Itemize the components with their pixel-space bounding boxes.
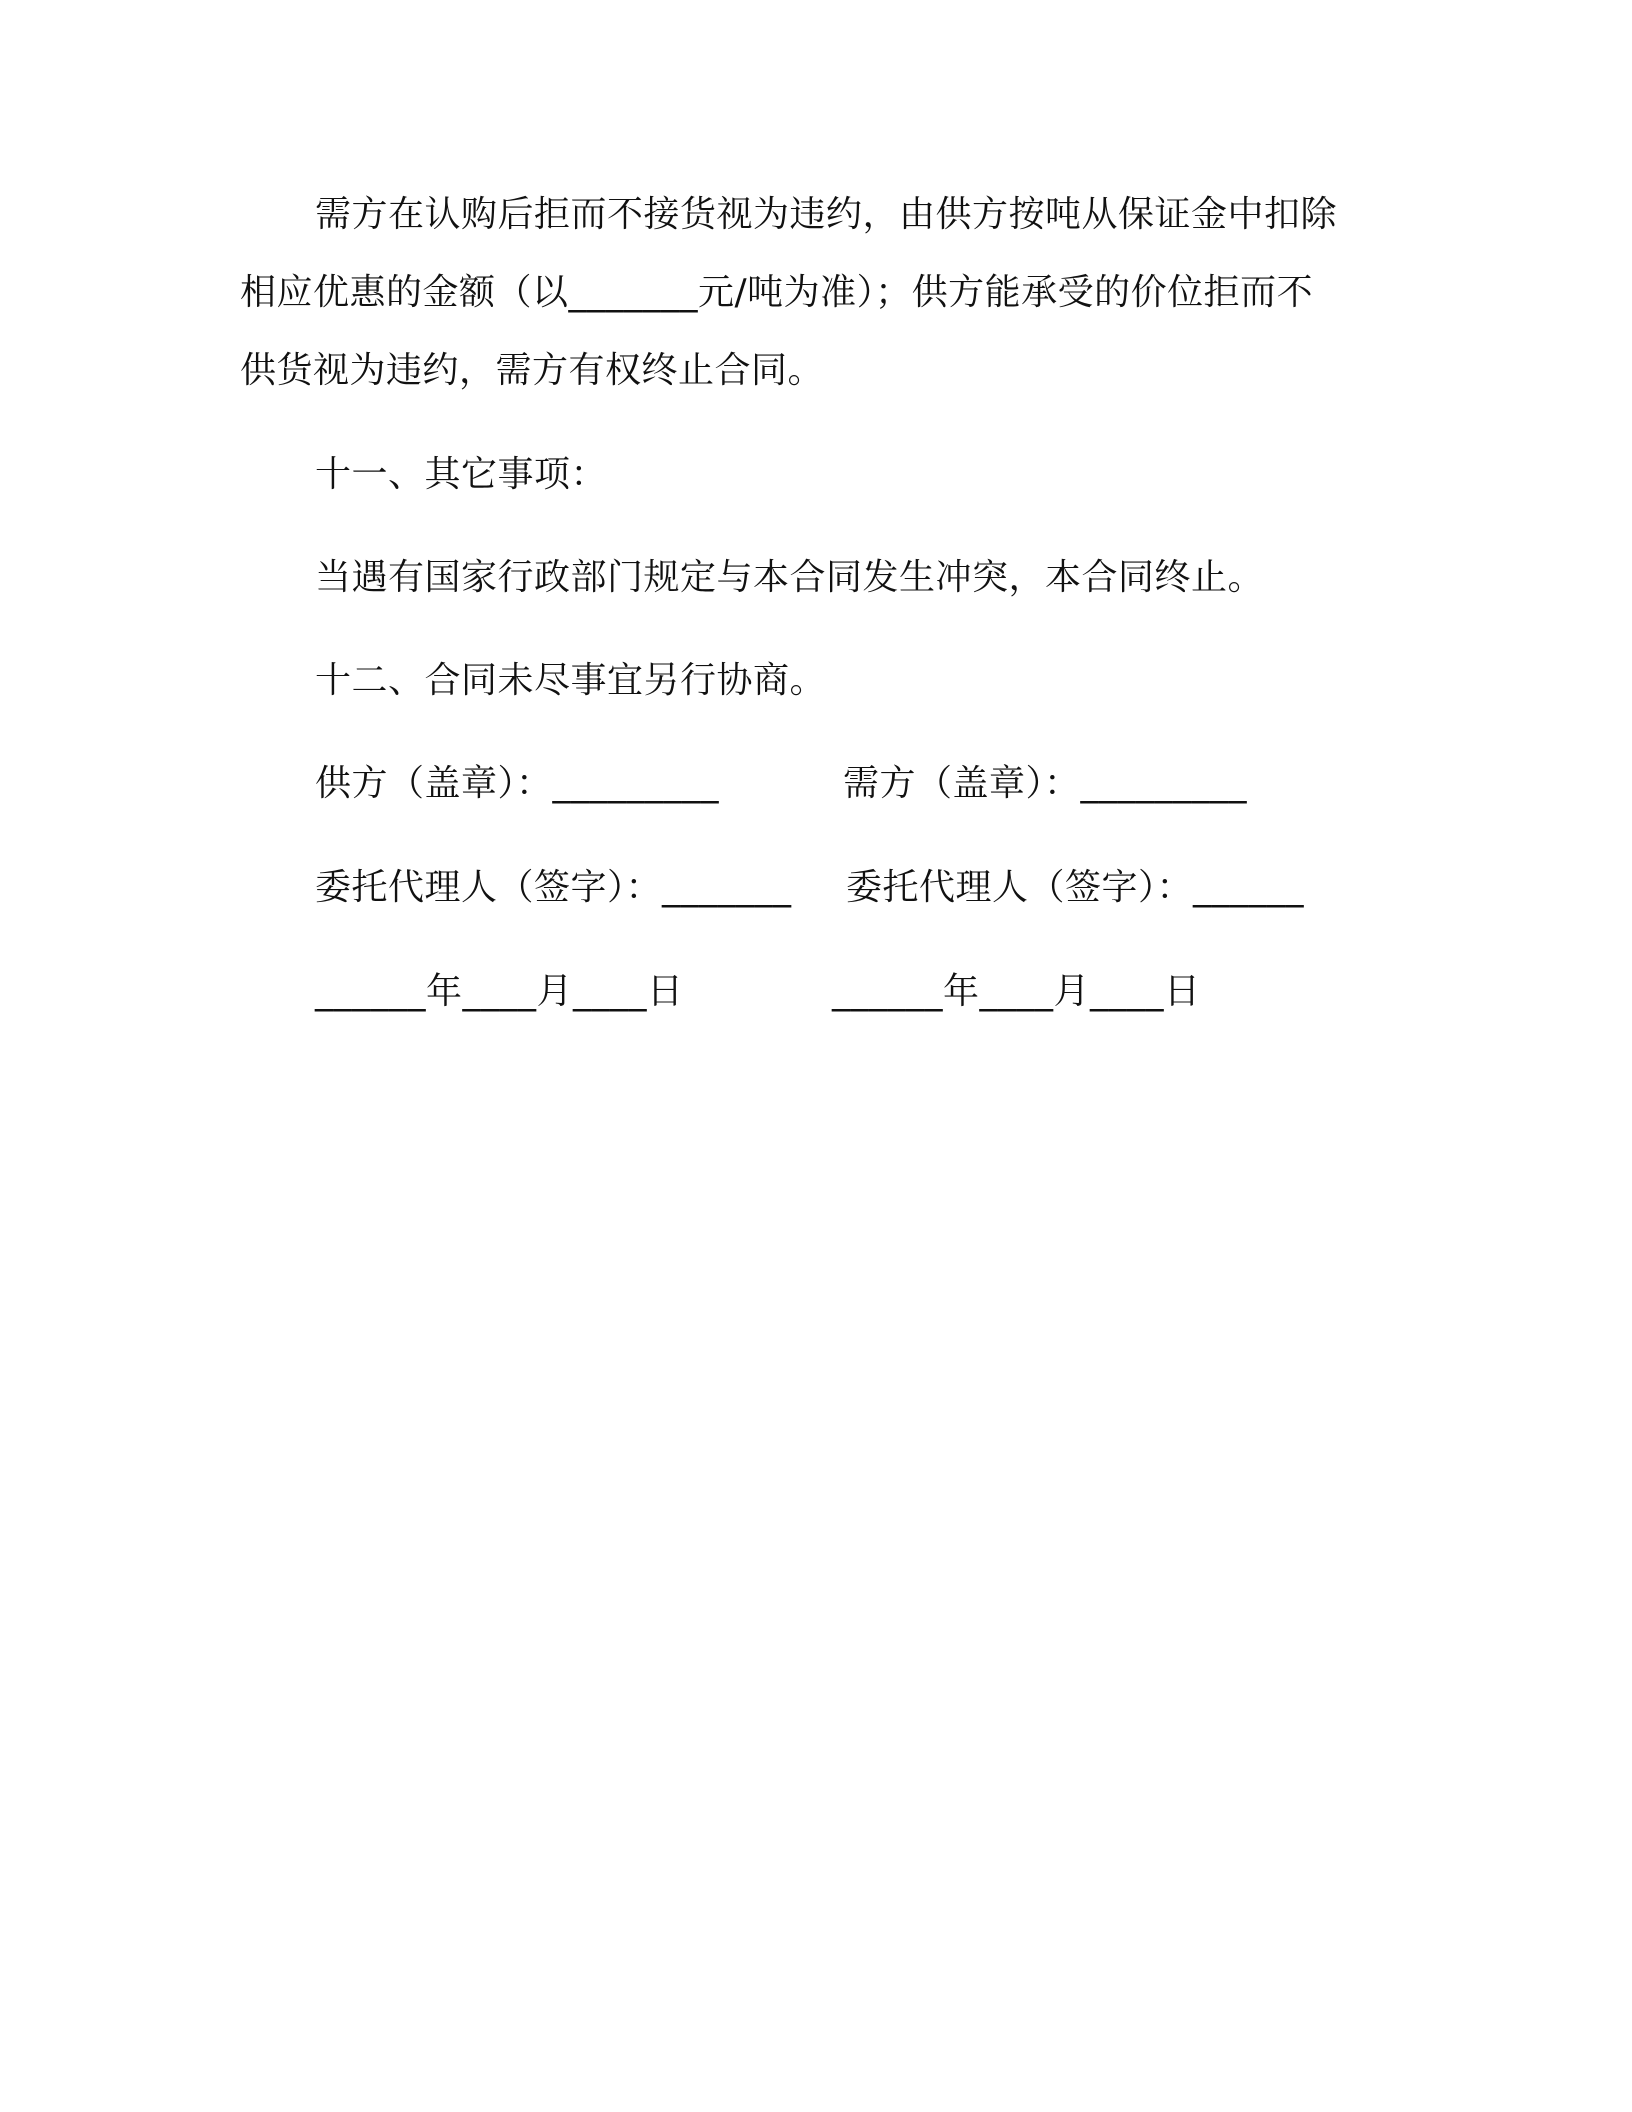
clause-eleven-body: 当遇有国家行政部门规定与本合同发生冲突，本合同终止。: [315, 557, 1265, 598]
clause-ten-line-3: 供货视为违约，需方有权终止合同。: [240, 350, 825, 391]
clause-ten-line-2: 相应优惠的金额（以_______元/吨为准）；供方能承受的价位拒而不: [240, 272, 1314, 313]
supplier-date-field: ______年____月____日: [315, 971, 684, 1012]
clause-ten-line-1: 需方在认购后拒而不接货视为违约，由供方按吨从保证金中扣除: [315, 194, 1338, 235]
clause-twelve-heading: 十二、合同未尽事宜另行协商。: [315, 660, 827, 701]
clause-eleven-heading: 十一、其它事项：: [315, 454, 608, 495]
demander-agent-signature-field: 委托代理人（签字）：______: [846, 867, 1305, 908]
supplier-seal-field: 供方（盖章）：_________: [315, 763, 720, 804]
demander-date-field: ______年____月____日: [832, 971, 1201, 1012]
demander-seal-field: 需方（盖章）：_________: [843, 763, 1248, 804]
supplier-agent-signature-field: 委托代理人（签字）：_______: [315, 867, 792, 908]
